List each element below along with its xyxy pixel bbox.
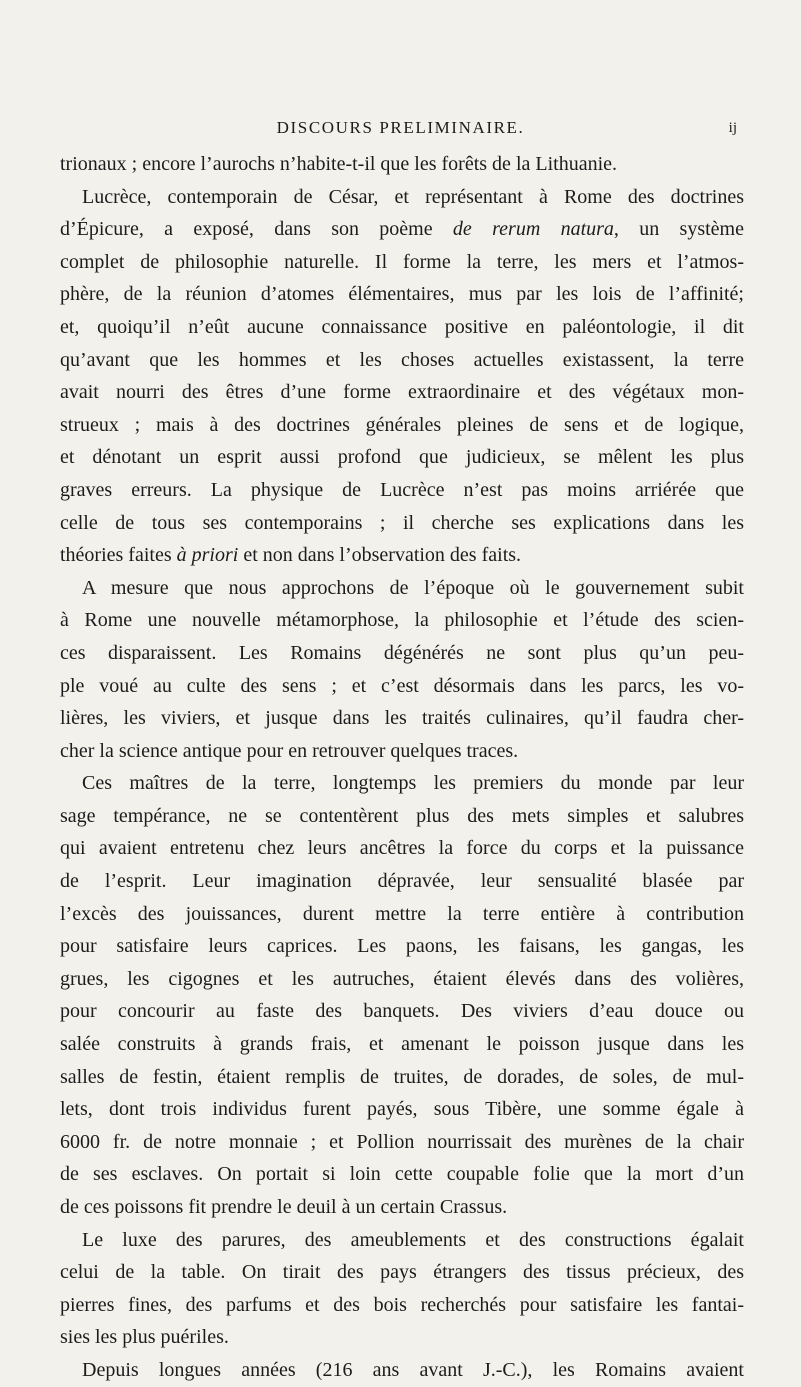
text-line: à Rome une nouvelle métamorphose, la philosophie et l’étude des scien- <box>60 609 744 632</box>
text-line: Depuis longues années (216 ans avant J.-C.), les Romains avaient <box>82 1358 744 1381</box>
paragraph-metamorphose <box>60 572 744 768</box>
text-line: qui avaient entretenu chez leurs ancêtres la force du corps et la puissance <box>60 837 744 860</box>
page-header <box>60 118 741 142</box>
text-line: sage tempérance, ne se contentèrent plus des mets simples et salubres <box>60 804 744 827</box>
text-line: phère, de la réunion d’atomes élémentaires, mus par les lois de l’affinité; <box>60 283 744 306</box>
paragraph-maitres <box>60 767 744 1223</box>
page-number: ij <box>728 120 737 136</box>
text-line: sies les plus puériles. <box>60 1326 229 1349</box>
text-line: pour concourir au faste des banquets. Des viviers d’eau douce ou <box>60 1000 744 1023</box>
text-fragment: d’Épicure, a exposé, dans son poème <box>60 218 453 241</box>
text-line: ces disparaissent. Les Romains dégénérés ne sont plus qu’un peu- <box>60 641 744 664</box>
text-line: celui de la table. On tirait des pays étrangers des tissus précieux, des <box>60 1261 744 1284</box>
text-line: de ces poissons fit prendre le deuil à un certain Crassus. <box>60 1196 508 1218</box>
text-line: lières, les viviers, et jusque dans les traités culinaires, qu’il faudra cher- <box>60 707 744 730</box>
paragraph-luxe <box>60 1224 744 1354</box>
text-line: avait nourri des êtres d’une forme extraordinaire et des végétaux mon- <box>60 381 744 404</box>
text-line: salée construits à grands frais, et amenant le poisson jusque dans les <box>60 1033 744 1056</box>
text-line: pour satisfaire leurs caprices. Les paons, les faisans, les gangas, les <box>60 935 744 958</box>
paragraph-depuis <box>60 1354 744 1387</box>
paragraph-continuation <box>60 148 744 181</box>
text-line: 6000 fr. de notre monnaie ; et Pollion nourrissait des murènes de la chair <box>60 1130 744 1153</box>
text-line: et, quoiqu’il n’eût aucune connaissance positive en paléontologie, il dit <box>60 315 744 338</box>
text-line <box>60 539 744 572</box>
text-line <box>60 213 744 246</box>
text-fragment: théories faites <box>60 544 177 567</box>
italic-a-priori: à priori <box>176 544 239 567</box>
text-line: Lucrèce, contemporain de César, et représentant à Rome des doctrines <box>82 185 744 208</box>
text-fragment: et non dans l’observation des faits. <box>238 544 522 567</box>
text-line: cher la science antique pour en retrouver quelques traces. <box>60 739 519 762</box>
text-line: grues, les cigognes et les autruches, étaient élevés dans des volières, <box>60 967 744 990</box>
text-fragment: , un système <box>613 218 744 241</box>
text-line: l’excès des jouissances, durent mettre la terre entière à contribution <box>60 902 744 925</box>
text-line: de l’esprit. Leur imagination dépravée, leur sensualité blasée par <box>60 870 744 893</box>
italic-title-de-rerum-natura: de rerum natura <box>452 218 614 241</box>
text-line: et dénotant un esprit aussi profond que judicieux, se mêlent les plus <box>60 446 744 469</box>
text-line: celle de tous ses contemporains ; il cherche ses explications dans les <box>60 511 744 534</box>
text-line: de ses esclaves. On portait si loin cette coupable folie que la mort d’un <box>60 1163 744 1186</box>
paragraph-lucrece <box>60 181 744 572</box>
text-line: Le luxe des parures, des ameublements et des constructions égalait <box>82 1228 744 1251</box>
text-line: strueux ; mais à des doctrines générales pleines de sens et de logique, <box>60 413 744 436</box>
text-line: Ces maîtres de la terre, longtemps les premiers du monde par leur <box>82 772 744 795</box>
text-line: graves erreurs. La physique de Lucrèce n’est pas moins arriérée que <box>60 478 744 501</box>
text-line: pierres fines, des parfums et des bois recherchés pour satisfaire les fantai- <box>60 1293 744 1316</box>
text-line: complet de philosophie naturelle. Il forme la terre, les mers et l’atmos- <box>60 250 744 273</box>
text-line: trionaux ; encore l’aurochs n’habite-t-il que les forêts de la Lithuanie. <box>60 153 618 175</box>
text-line: qu’avant que les hommes et les choses actuelles existassent, la terre <box>60 348 744 371</box>
text-line: ple voué au culte des sens ; et c’est désormais dans les parcs, les vo- <box>60 674 744 697</box>
running-title: DISCOURS PRELIMINAIRE. <box>276 118 525 137</box>
text-line: A mesure que nous approchons de l’époque où le gouvernement subit <box>82 576 744 599</box>
text-line: salles de festin, étaient remplis de truites, de dorades, de soles, de mul- <box>60 1065 744 1088</box>
body-text <box>60 148 744 1387</box>
text-line: lets, dont trois individus furent payés, sous Tibère, une somme égale à <box>60 1098 744 1121</box>
